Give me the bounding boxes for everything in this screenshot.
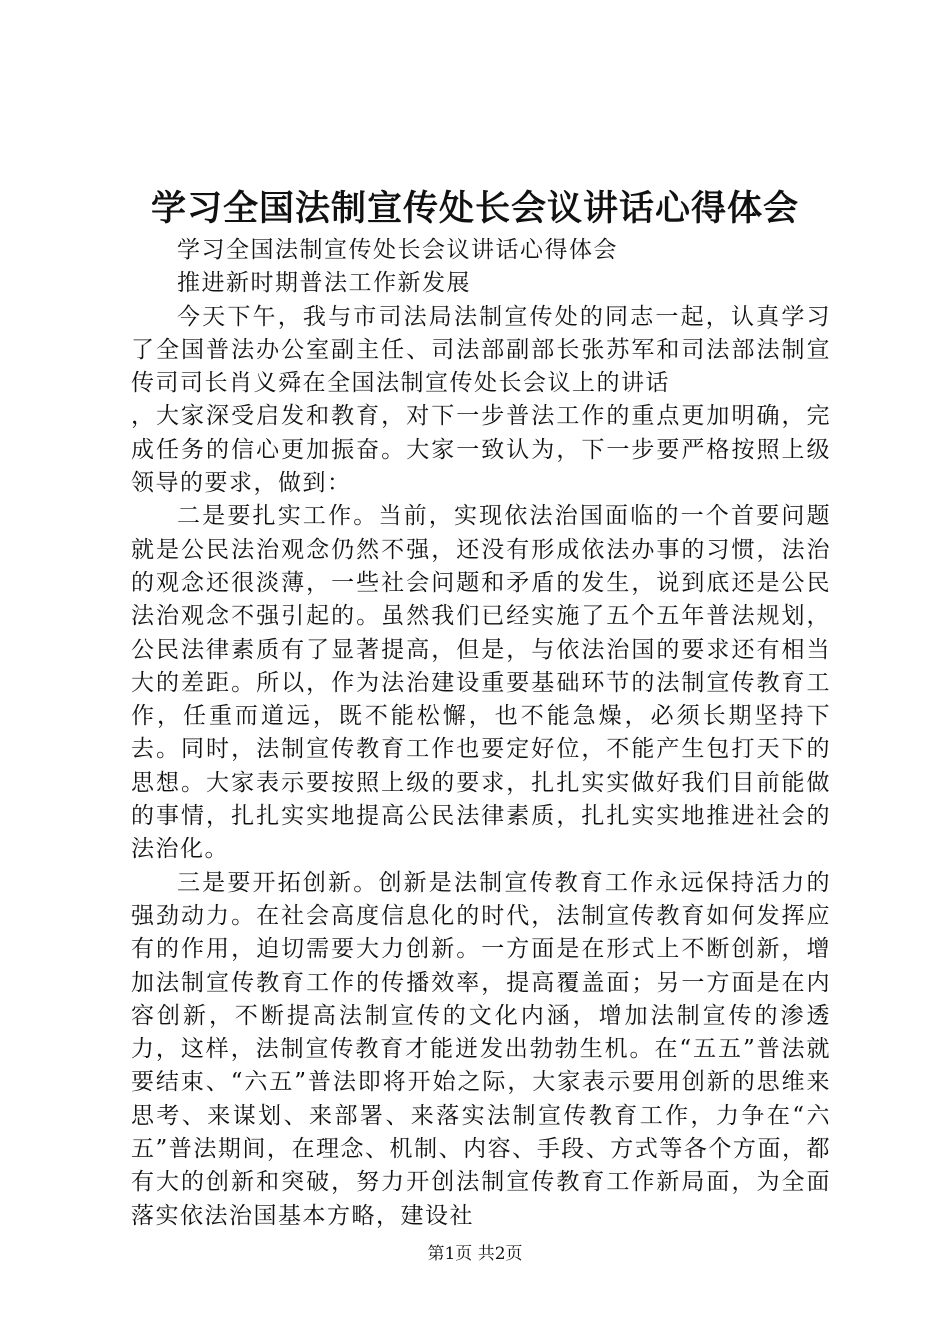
document-body (131, 234, 831, 1233)
paragraph-continuation: ，大家深受启发和教育，对下一步普法工作的重点更加明确，完成任务的信心更加振奋。大家一致认为，下一步要严格按照上级领导的要求，做到： (131, 403, 831, 497)
page-footer: 第1页 共2页 (427, 1244, 523, 1264)
subheading-line: 推进新时期普法工作新发展 (177, 270, 471, 297)
document-title: 学习全国法制宣传处长会议讲话心得体会 (150, 188, 799, 229)
paragraph-point-two: 二是要扎实工作。当前，实现依法治国面临的一个首要问题就是公民法治观念仍然不强，还没有形成依法办事的习惯，法治的观念还很淡薄，一些社会问题和矛盾的发生，说到底还是公民法治观念不强引起的。虽然我们已经实施了五个五年普法规划，公民法律素质有了显著提高，但是，与依法治国的要求还有相当大的差距。所以，作为法治建设重要基础环节的法制宣传教育工作，任重而道远，既不能松懈，也不能急燥，必须长期坚持下去。同时，法制宣传教育工作也要定好位，不能产生包打天下的思想。大家表示要按照上级的要求，扎扎实实做好我们目前能做的事情，扎扎实实地提高公民法律素质，扎扎实实地推进社会的法治化。 (131, 503, 831, 863)
paragraph-point-three: 三是要开拓创新。创新是法制宣传教育工作永远保持活力的强劲动力。在社会高度信息化的时代，法制宣传教育如何发挥应有的作用，迫切需要大力创新。一方面是在形式上不断创新，增加法制宣传教育工作的传播效率，提高覆盖面；另一方面是在内容创新，不断提高法制宣传的文化内涵，增加法制宣传的渗透力，这样，法制宣传教育才能迸发出勃勃生机。在“五五”普法就要结束、“六五”普法即将开始之际，大家表示要用创新的思维来思考、来谋划、来部署、来落实法制宣传教育工作，力争在“六五”普法期间，在理念、机制、内容、手段、方式等各个方面，都有大的创新和突破，努力开创法制宣传教育工作新局面，为全面落实依法治国基本方略，建设社 (131, 869, 831, 1229)
subtitle-line: 学习全国法制宣传处长会议讲话心得体会 (177, 237, 618, 263)
paragraph-intro: 今天下午，我与市司法局法制宣传处的同志一起，认真学习了全国普法办公室副主任、司法部副部长张苏军和司法部法制宣传司司长肖义舜在全国法制宣传处长会议上的讲话 (131, 303, 831, 397)
